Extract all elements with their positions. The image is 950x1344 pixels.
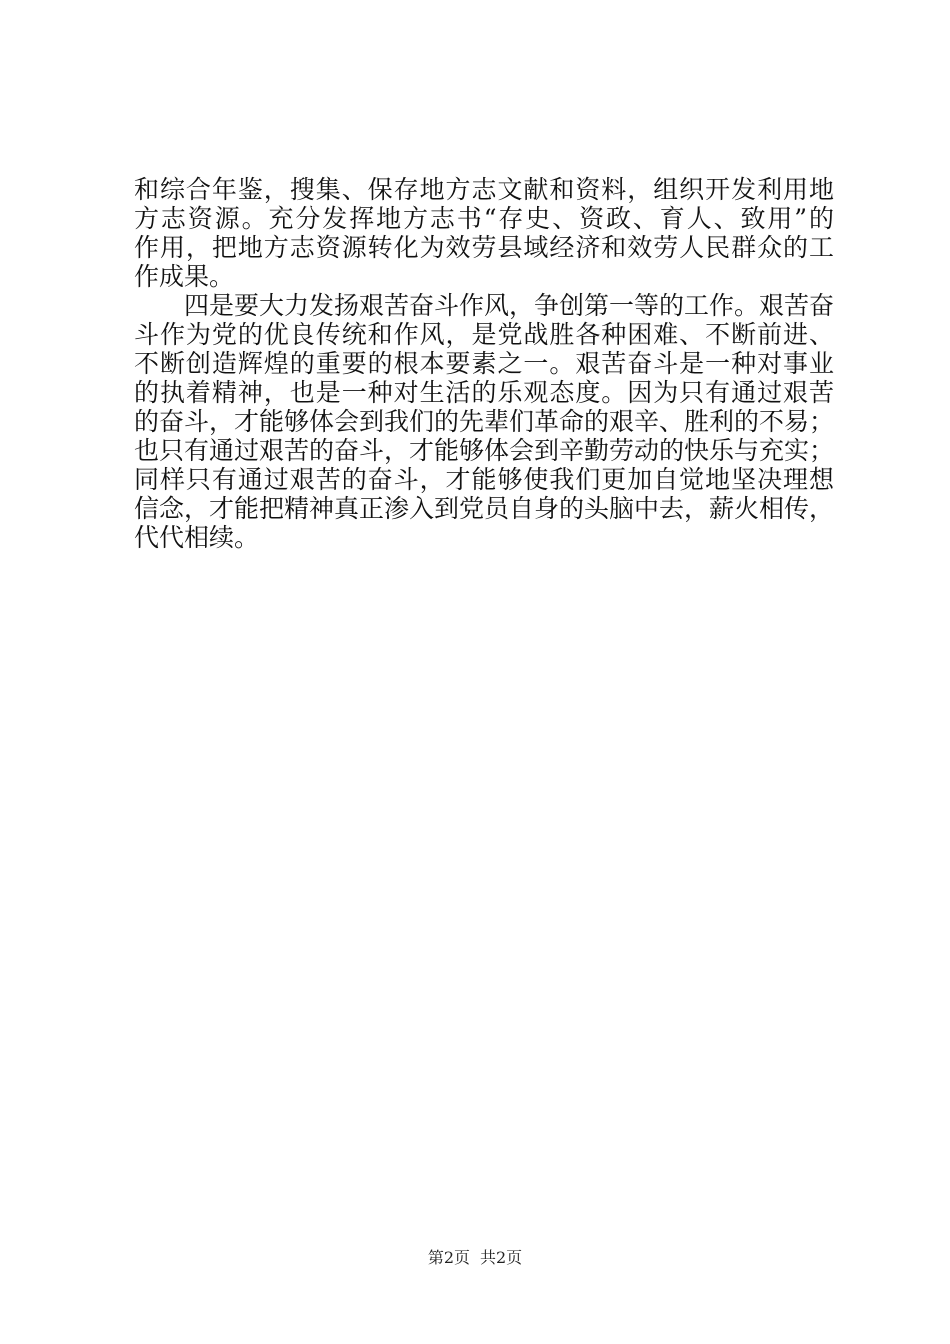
text-line: 和综合年鉴，搜集、保存地方志文献和资料，组织开发利用地 (134, 175, 834, 204)
text-line: 同样只有通过艰苦的奋斗，才能够使我们更加自觉地坚决理想 (134, 465, 834, 494)
page-total: 共2页 (480, 1248, 523, 1267)
page-number: 第2页 (427, 1248, 470, 1267)
text-line: 作成果。 (134, 262, 235, 291)
text-line: 作用，把地方志资源转化为效劳县域经济和效劳人民群众的工 (134, 233, 834, 262)
text-line: 的执着精神，也是一种对生活的乐观态度。因为只有通过艰苦 (134, 378, 834, 407)
text-line: 信念，才能把精神真正渗入到党员自身的头脑中去，薪火相传， (134, 494, 834, 523)
text-line: 也只有通过艰苦的奋斗，才能够体会到辛勤劳动的快乐与充实； (134, 436, 834, 465)
text-line: 方志资源。充分发挥地方志书“存史、资政、育人、致用”的 (134, 204, 834, 233)
text-line: 斗作为党的优良传统和作风，是党战胜各种困难、不断前进、 (134, 320, 834, 349)
text-line: 代代相续。 (134, 523, 260, 552)
paragraph-start-line: 四是要大力发扬艰苦奋斗作风，争创第一等的工作。艰苦奋 (184, 291, 834, 320)
body-text (134, 175, 834, 552)
page-footer (0, 1248, 950, 1268)
text-line: 不断创造辉煌的重要的根本要素之一。艰苦奋斗是一种对事业 (134, 349, 834, 378)
text-line: 的奋斗，才能够体会到我们的先辈们革命的艰辛、胜利的不易； (134, 407, 834, 436)
